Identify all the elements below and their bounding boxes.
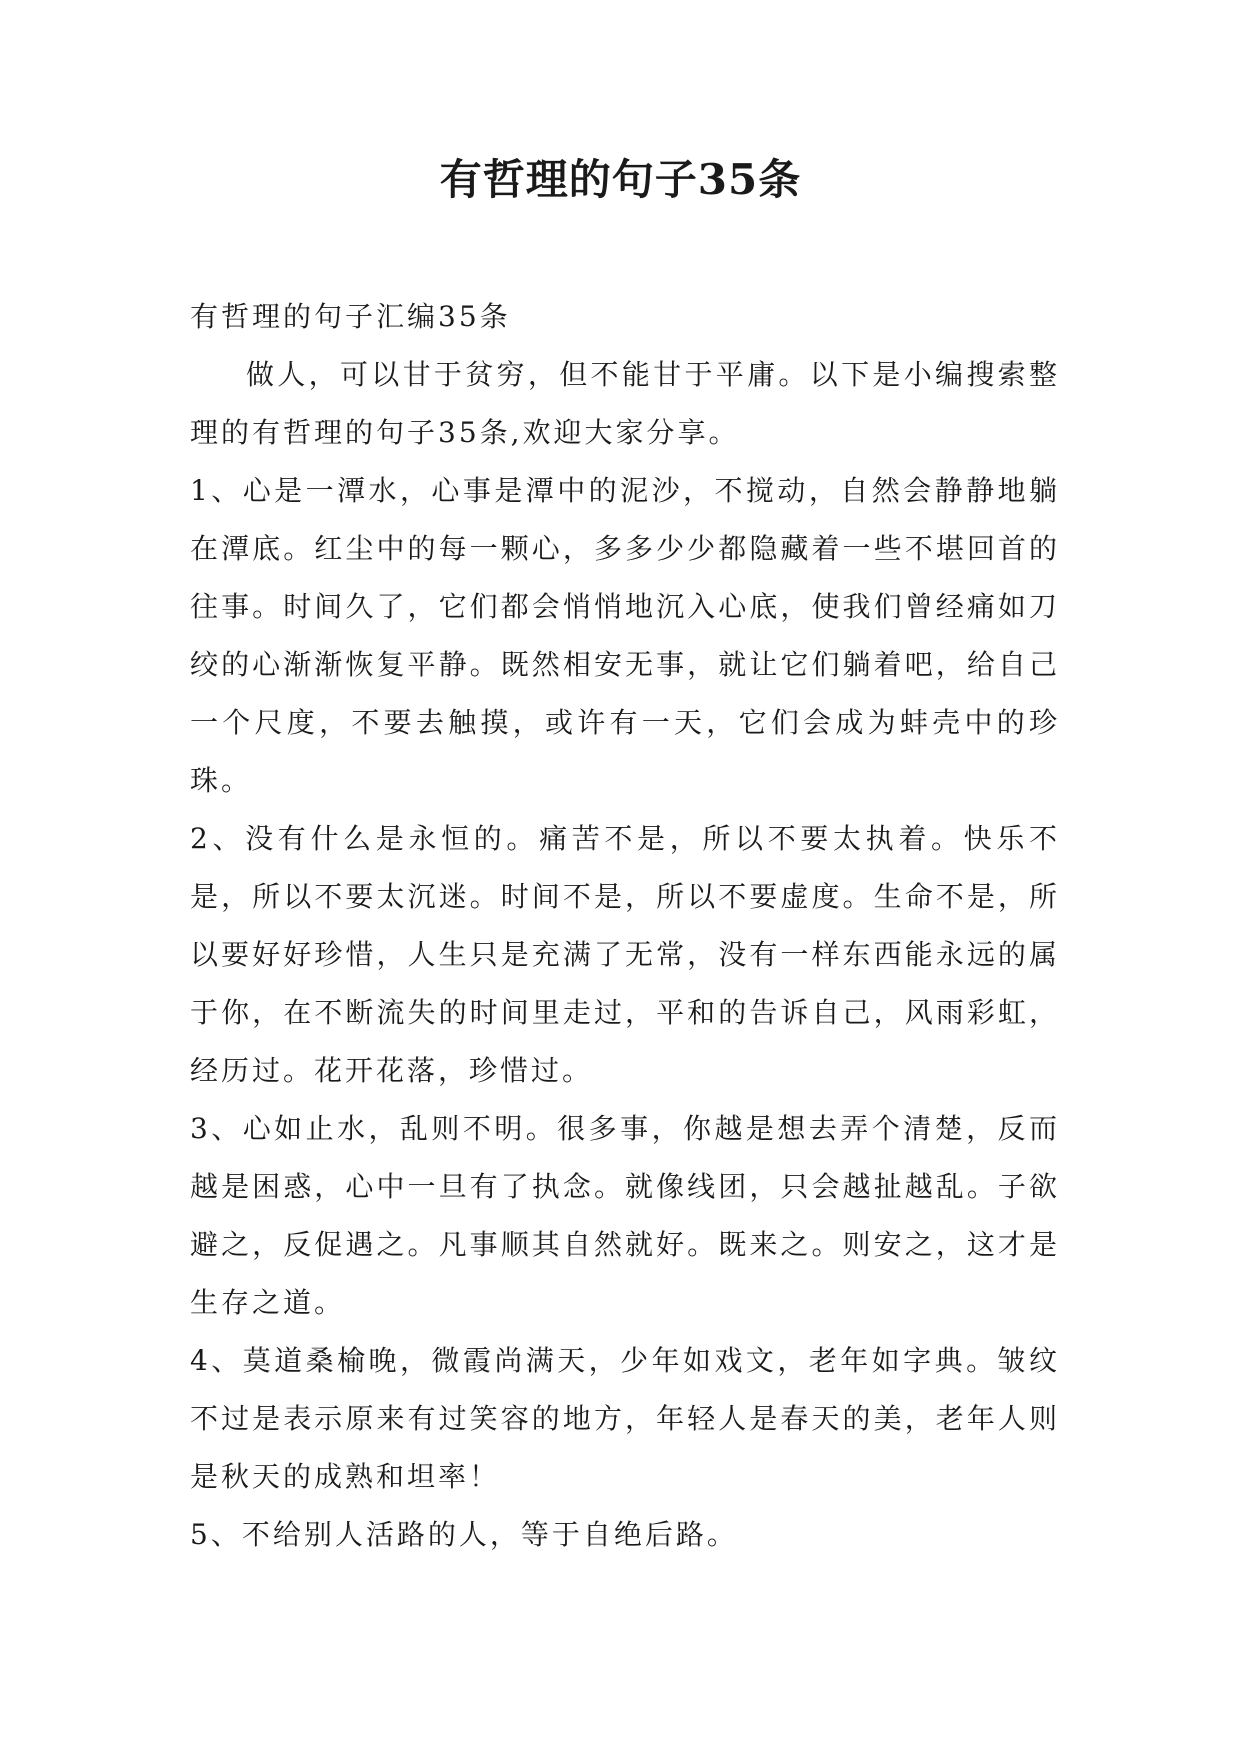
intro-paragraph: 做人，可以甘于贫穷，但不能甘于平庸。以下是小编搜索整理的有哲理的句子35条,欢迎大家分享。 xyxy=(190,358,1060,449)
quote-paragraph-3: 3、心如止水，乱则不明。很多事，你越是想去弄个清楚，反而越是困惑，心中一旦有了执念。就像线团，只会越扯越乱。子欲避之，反促遇之。凡事顺其自然就好。既来之。则安之，这才是生存之道。 xyxy=(190,1112,1060,1319)
quote-paragraph-4: 4、莫道桑榆晚，微霞尚满天，少年如戏文，老年如字典。皱纹不过是表示原来有过笑容的地方，年轻人是春天的美，老年人则是秋天的成熟和坦率！ xyxy=(190,1344,1060,1493)
document-title: 有哲理的句子35条 xyxy=(439,155,802,204)
document-body xyxy=(190,288,1060,1564)
quote-paragraph-1: 1、心是一潭水，心事是潭中的泥沙，不搅动，自然会静静地躺在潭底。红尘中的每一颗心，多多少少都隐藏着一些不堪回首的往事。时间久了，它们都会悄悄地沉入心底，使我们曾经痛如刀绞的心渐渐恢复平静。既然相安无事，就让它们躺着吧，给自己一个尺度，不要去触摸，或许有一天，它们会成为蚌壳中的珍珠。 xyxy=(190,474,1060,797)
document-subtitle: 有哲理的句子汇编35条 xyxy=(190,300,511,333)
quote-paragraph-5: 5、不给别人活路的人，等于自绝后路。 xyxy=(190,1518,738,1551)
quote-paragraph-2: 2、没有什么是永恒的。痛苦不是，所以不要太执着。快乐不是，所以不要太沉迷。时间不是，所以不要虚度。生命不是，所以要好好珍惜，人生只是充满了无常，没有一样东西能永远的属于你，在不断流失的时间里走过，平和的告诉自己，风雨彩虹，经历过。花开花落，珍惜过。 xyxy=(190,822,1060,1087)
